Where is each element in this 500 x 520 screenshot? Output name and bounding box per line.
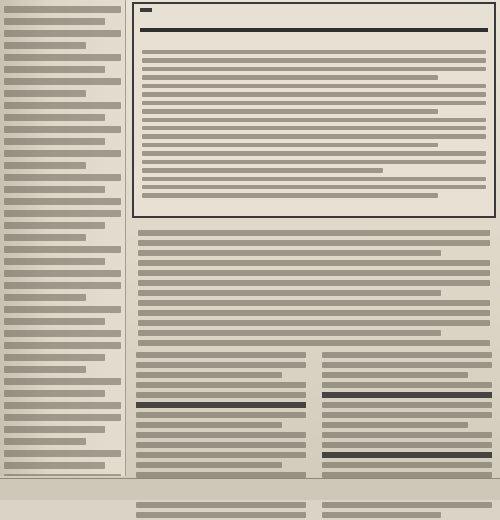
news-tag [140,8,152,12]
news-box [132,2,496,218]
two-column-text [132,350,496,476]
article-section [132,222,496,334]
news-subhead [140,28,488,32]
left-column-text [0,0,126,476]
left-column-lines [4,6,121,476]
news-body-lines [142,50,486,198]
page-footer [0,478,500,500]
